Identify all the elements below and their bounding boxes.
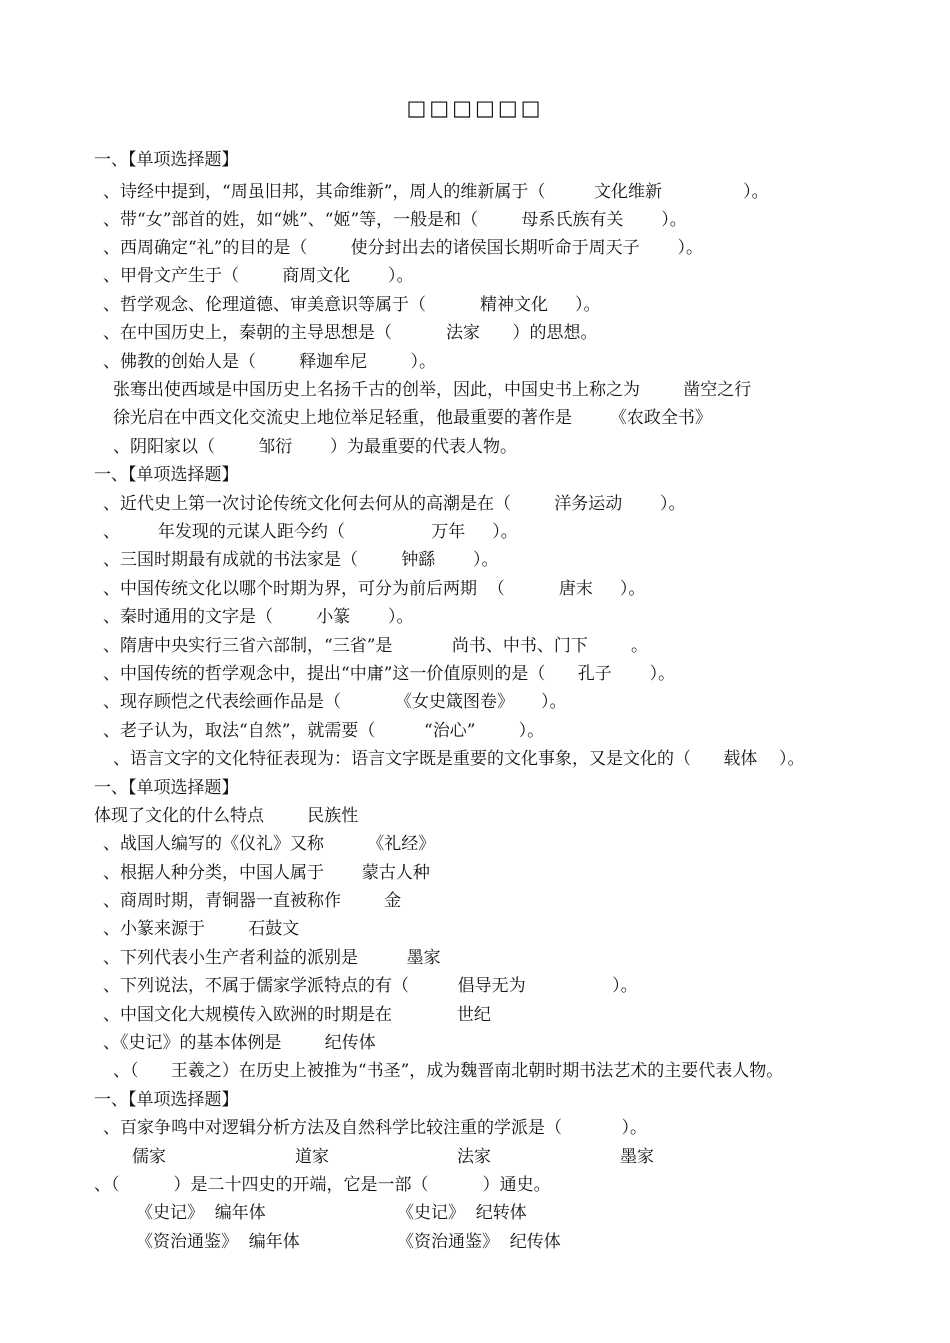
question-line: 、在中国历史上，秦朝的主导思想是（ 法家 ）的思想。 — [103, 323, 598, 343]
answer-option: 《资治通鉴》 纪传体 — [397, 1232, 561, 1252]
answer-option: 《史记》 编年体 — [136, 1203, 266, 1223]
question-line: 、商周时期，青铜器一直被称作 金 — [103, 891, 402, 911]
question-line: 、西周确定“礼”的目的是（ 使分封出去的诸侯国长期听命于周天子 ）。 — [103, 238, 703, 258]
question-line: 、诗经中提到，“周虽旧邦，其命维新”，周人的维新属于（ 文化维新 ）。 — [103, 182, 769, 202]
answer-option: 儒家 — [132, 1147, 166, 1167]
question-line: 、中国传统的哲学观念中，提出“中庸”这一价值原则的是（ 孔子 ）。 — [103, 664, 676, 684]
question-line: 体现了文化的什么特点 民族性 — [94, 806, 359, 826]
question-line: 、根据人种分类，中国人属于 蒙古人种 — [103, 863, 430, 883]
question-line: 、下列代表小生产者利益的派别是 墨家 — [103, 948, 441, 968]
answer-option: 《资治通鉴》 编年体 — [136, 1232, 300, 1252]
page-title: □□□□□□ — [406, 96, 544, 120]
question-line: 张骞出使西域是中国历史上名扬千古的创举，因此，中国史书上称之为 凿空之行 — [113, 380, 752, 400]
question-line: 、下列说法，不属于儒家学派特点的有（ 倡导无为 ）。 — [103, 976, 638, 996]
question-line: 、战国人编写的《仪礼》又称 《礼经》 — [103, 834, 436, 854]
answer-option: 墨家 — [620, 1147, 654, 1167]
question-line: 、佛教的创始人是（ 释迦牟尼 ）。 — [103, 352, 436, 372]
question-line: 、三国时期最有成就的书法家是（ 钟繇 ）。 — [103, 550, 499, 570]
answer-option: 法家 — [457, 1147, 491, 1167]
question-line: 、小篆来源于 石鼓文 — [103, 919, 300, 939]
question-line: 、《史记》的基本体例是 纪传体 — [103, 1033, 376, 1053]
section-heading: 一、【单项选择题】 — [94, 778, 239, 798]
question-line: 徐光启在中西文化交流史上地位举足轻重，他最重要的著作是 《农政全书》 — [113, 408, 712, 428]
question-line: 、隋唐中央实行三省六部制，“三省”是 尚书、中书、门下 。 — [103, 636, 649, 656]
question-line: 、语言文字的文化特征表现为：语言文字既是重要的文化事象，又是文化的（ 载体 ）。 — [113, 749, 805, 769]
question-line: 、（ ）是二十四史的开端，它是一部（ ）通史。 — [94, 1175, 551, 1195]
question-line: 、中国文化大规模传入欧洲的时期是在 世纪 — [103, 1005, 491, 1025]
question-line: 、带“女”部首的姓，如“姚”、“姬”等，一般是和（ 母系氏族有关 ）。 — [103, 210, 687, 230]
question-line: 、 年发现的元谋人距今约（ 万年 ）。 — [103, 522, 518, 542]
question-line: 、中国传统文化以哪个时期为界，可分为前后两期 （ 唐末 ）。 — [103, 579, 646, 599]
question-line: 、阴阳家以（ 邹衍 ）为最重要的代表人物。 — [113, 437, 518, 457]
question-line: 、百家争鸣中对逻辑分析方法及自然科学比较注重的学派是（ ）。 — [103, 1118, 647, 1138]
question-line: 、（ 王羲之）在历史上被推为“书圣”，成为魏晋南北朝时期书法艺术的主要代表人物。 — [113, 1061, 784, 1081]
section-heading: 一、【单项选择题】 — [94, 1090, 239, 1110]
question-line: 、现存顾恺之代表绘画作品是（ 《女史箴图卷》 ）。 — [103, 692, 567, 712]
question-line: 、近代史上第一次讨论传统文化何去何从的高潮是在（ 洋务运动 ）。 — [103, 494, 686, 514]
question-line: 、老子认为，取法“自然”，就需要（ “治心” ）。 — [103, 721, 545, 741]
answer-option: 《史记》 纪转体 — [397, 1203, 527, 1223]
answer-option: 道家 — [295, 1147, 329, 1167]
section-heading: 一、【单项选择题】 — [94, 465, 239, 485]
question-line: 、哲学观念、伦理道德、审美意识等属于（ 精神文化 ）。 — [103, 295, 601, 315]
question-line: 、秦时通用的文字是（ 小篆 ）。 — [103, 607, 414, 627]
question-line: 、甲骨文产生于（ 商周文化 ）。 — [103, 266, 414, 286]
section-heading: 一、【单项选择题】 — [94, 150, 239, 170]
